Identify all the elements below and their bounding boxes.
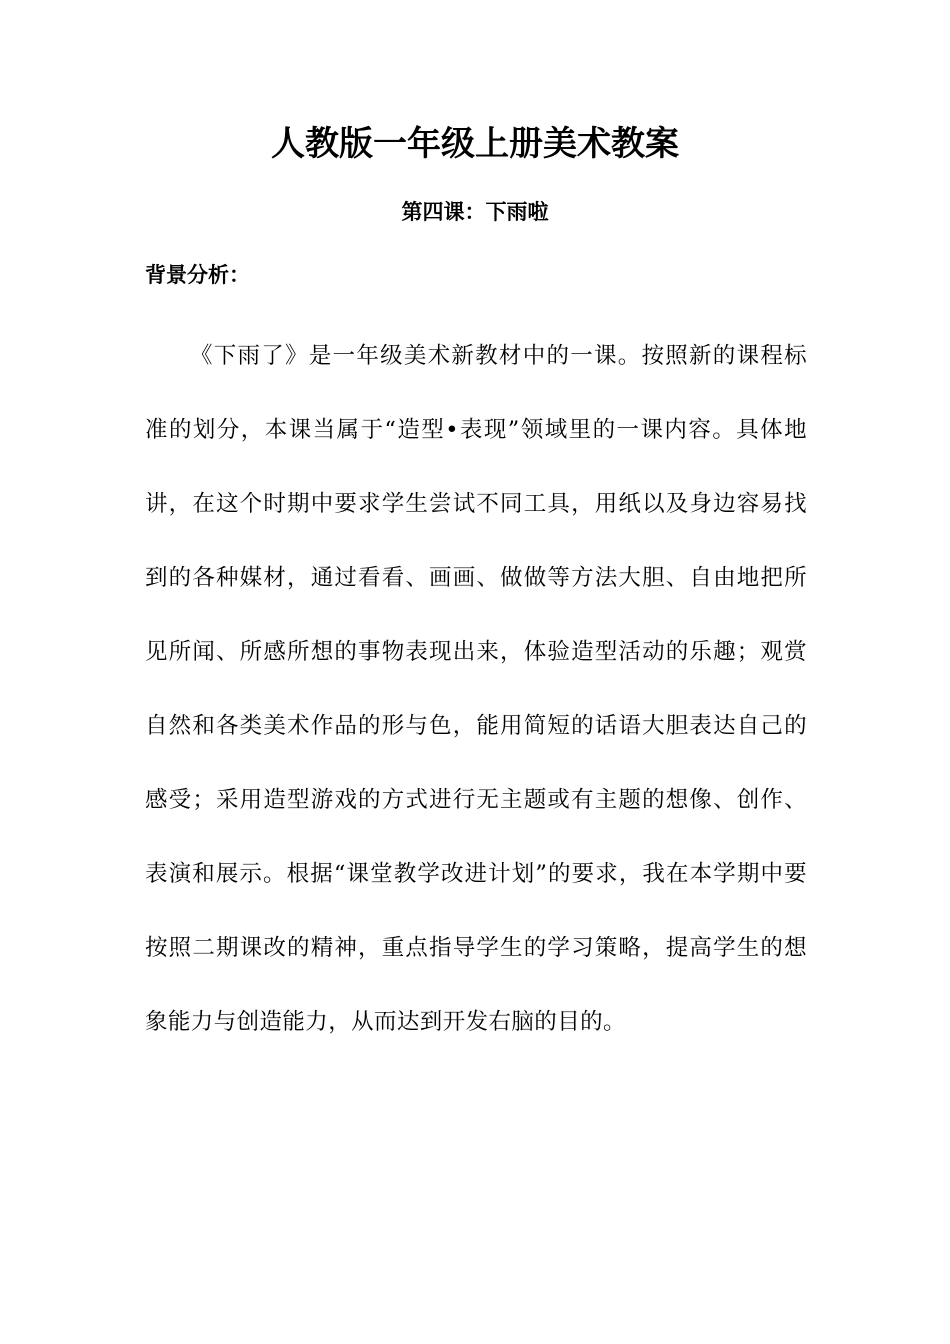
document-title: 人教版一年级上册美术教案 bbox=[271, 124, 679, 164]
lesson-title: 第四课：下雨啦 bbox=[401, 200, 549, 224]
section-heading-background: 背景分析： bbox=[145, 263, 250, 287]
background-paragraph: 《下雨了》是一年级美术新教材中的一课。按照新的课程标准的划分，本课当属于“造型•表现”领域里的一课内容。具体地讲，在这个时期中要求学生尝试不同工具，用纸以及身边容易找到的各种媒材，通过看看、画画、做做等方法大胆、自由地把所见所闻、所感所想的事物表现出来，体验造型活动的乐趣；观赏自然和各类美术作品的形与色，能用简短的话语大胆表达自己的感受；采用造型游戏的方式进行无主题或有主题的想像、创作、表演和展示。根据“课堂教学改进计划”的要求，我在本学期中要按照二期课改的精神，重点指导学生的学习策略，提高学生的想象能力与创造能力，从而达到开发右脑的目的。 bbox=[145, 343, 807, 1035]
